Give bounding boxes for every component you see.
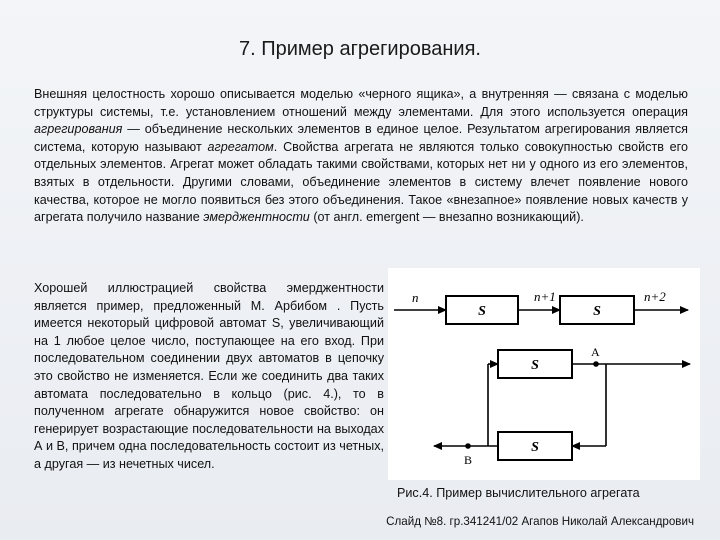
output-label: n+2 <box>644 289 666 304</box>
input-label: n <box>412 290 419 305</box>
intro-text-1: Внешняя целостность хорошо описывается моделью «черного ящика», а внутренняя — связана с моделью структуры системы, т.е. установлением отношений между элементами. Для этого используется операция <box>34 87 688 119</box>
term-emergence: эмерджентности <box>203 210 310 225</box>
block-ring-lower-label: S <box>531 440 539 455</box>
slide-footer: Слайд №8. гр.341241/02 Агапов Николай Александрович <box>386 515 694 528</box>
intro-text-4: (от англ. emergent — внезапно возникающий). <box>309 210 584 225</box>
node-a-label: A <box>591 345 600 359</box>
block-s2-label: S <box>593 304 601 319</box>
middle-label: n+1 <box>534 289 556 304</box>
example-paragraph <box>34 280 384 474</box>
serial-chain <box>394 289 688 324</box>
block-ring-upper-label: S <box>531 358 539 373</box>
term-aggregation: агрегирования <box>34 122 123 137</box>
ring-connection <box>434 345 690 467</box>
node-b-label: B <box>464 453 473 467</box>
intro-text-3: . Свойства агрегата не являются только совокупностью свойств его отдельных элементов. Агрегат может обладать такими свойствами, которых нет ни у одного из его элементов, взятых в отдельности. Другими словами, объединение элементов в систему влечет появление нового качества, которое не могло появиться без этого объединения. Такое «внезапное» появление новых качеств у агрегата получило название <box>34 139 688 225</box>
slide-title: 7. Пример агрегирования. <box>239 38 481 60</box>
intro-text-2: — объединение нескольких элементов в единое целое. Результатом агрегирования является система, которую называют <box>34 122 688 154</box>
intro-paragraph <box>34 86 688 227</box>
aggregate-diagram-svg <box>388 268 700 480</box>
block-s1-label: S <box>478 304 486 319</box>
figure-caption: Рис.4. Пример вычислительного агрегата <box>397 486 640 500</box>
aggregate-diagram <box>388 268 700 480</box>
term-aggregate: агрегатом <box>207 139 274 154</box>
example-text: Хорошей иллюстрацией свойства эмерджентности является пример, предложенный М. Арбибом . Пусть имеется некоторый цифровой автомат S, увеличивающий на 1 любое целое число, поступающее на его вход. При последовательном соединении двух автоматов в цепочку это свойство не изменяется. Если же соединить два таких автомата последовательно в кольцо (рис. 4.), то в полученном агрегате обнаружится новое свойство: он генерирует возрастающие последовательности на выходах А и В, причем одна последовательность состоит из четных, а другая — из нечетных чисел. <box>34 281 384 471</box>
